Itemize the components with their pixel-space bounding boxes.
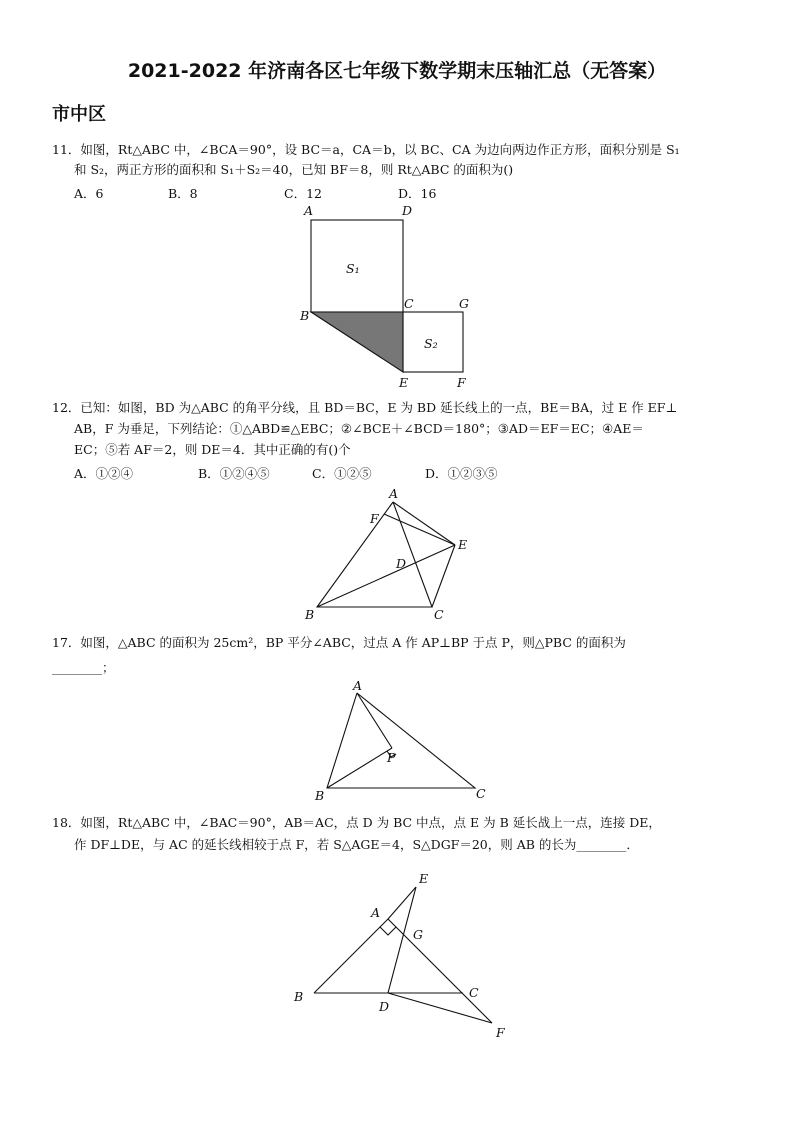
segment-ae <box>393 502 455 545</box>
section-heading: 市中区 <box>52 104 106 125</box>
label-f: F <box>496 1025 505 1040</box>
shaded-triangle <box>311 312 403 372</box>
q12-text-line3: EC；⑤若 AF＝2，则 DE＝4．其中正确的有()个 <box>74 442 351 457</box>
q12-option-b: B．①②④⑤ <box>198 466 270 481</box>
q18-figure <box>285 865 525 1045</box>
label-c: C <box>469 985 479 1000</box>
q12-option-a: A．①②④ <box>74 466 134 481</box>
label-b: B <box>294 989 304 1004</box>
label-b: B <box>315 788 325 803</box>
segment-be <box>317 545 455 607</box>
q12-text-line2: AB，F 为垂足，下列结论：①△ABD≌△EBC；②∠BCE＋∠BCD＝180°；③AD＝EF＝EC；④AE＝ <box>74 421 644 436</box>
q12-figure <box>300 485 500 625</box>
label-e: E <box>458 537 468 552</box>
label-a: A <box>304 203 314 218</box>
label-s2: S₂ <box>424 336 438 351</box>
q12-option-d: D．①②③⑤ <box>425 466 498 481</box>
q11-text-line1: 11．如图，Rt△ABC 中，∠BCA＝90°，设 BC＝a，CA＝b，以 BC、CA 为边向两边作正方形，面积分别是 S₁ <box>52 142 680 157</box>
q11-figure <box>290 200 490 400</box>
q17-figure <box>305 678 505 808</box>
q11-text-line2: 和 S₂，两正方形的面积和 S₁＋S₂＝40，已知 BF＝8，则 Rt△ABC 的面积为() <box>74 162 514 177</box>
q17-text-line2: ________； <box>52 660 115 675</box>
document-title: 2021-2022 年济南各区七年级下数学期末压轴汇总（无答案） <box>127 60 667 82</box>
label-d: D <box>402 203 413 218</box>
label-e: E <box>399 375 409 390</box>
q11-option-c: C．12 <box>284 186 322 201</box>
q12-option-c: C．①②⑤ <box>312 466 372 481</box>
label-p: P <box>387 750 396 765</box>
label-g: G <box>459 296 469 311</box>
label-c: C <box>434 607 444 622</box>
label-a: A <box>371 905 381 920</box>
label-b: B <box>305 607 315 622</box>
label-b: B <box>300 308 310 323</box>
q17-text-line1: 17．如图，△ABC 的面积为 25cm²，BP 平分∠ABC，过点 A 作 AP⊥BP 于点 P，则△PBC 的面积为 <box>52 635 626 650</box>
label-f: F <box>457 375 466 390</box>
label-d: D <box>396 556 407 571</box>
label-c: C <box>404 296 414 311</box>
label-c: C <box>476 786 486 801</box>
q11-option-b: B．8 <box>168 186 198 201</box>
label-e: E <box>419 871 429 886</box>
label-a: A <box>389 486 399 501</box>
q12-text-line1: 12．已知：如图，BD 为△ABC 的角平分线，且 BD＝BC，E 为 BD 延长线上的一点，BE＝BA，过 E 作 EF⊥ <box>52 400 678 415</box>
segment-ap <box>357 693 392 748</box>
q18-text-line1: 18．如图，Rt△ABC 中，∠BAC＝90°，AB＝AC，点 D 为 BC 中点，点 E 为 B 延长战上一点，连接 DE， <box>52 815 661 830</box>
right-angle-mark <box>380 927 396 935</box>
segment-fe <box>384 514 455 545</box>
segment-ab <box>314 919 388 993</box>
q18-text-line2: 作 DF⊥DE，与 AC 的延长线相较于点 F，若 S△AGE＝4，S△DGF＝20，则 AB 的长为________． <box>74 837 639 852</box>
label-a: A <box>353 678 363 693</box>
segment-bp <box>327 748 392 788</box>
label-d: D <box>379 999 390 1014</box>
q11-option-d: D．16 <box>398 186 437 201</box>
label-s1: S₁ <box>346 261 360 276</box>
label-f: F <box>370 511 379 526</box>
label-g: G <box>413 927 423 942</box>
q11-option-a: A．6 <box>74 186 104 201</box>
